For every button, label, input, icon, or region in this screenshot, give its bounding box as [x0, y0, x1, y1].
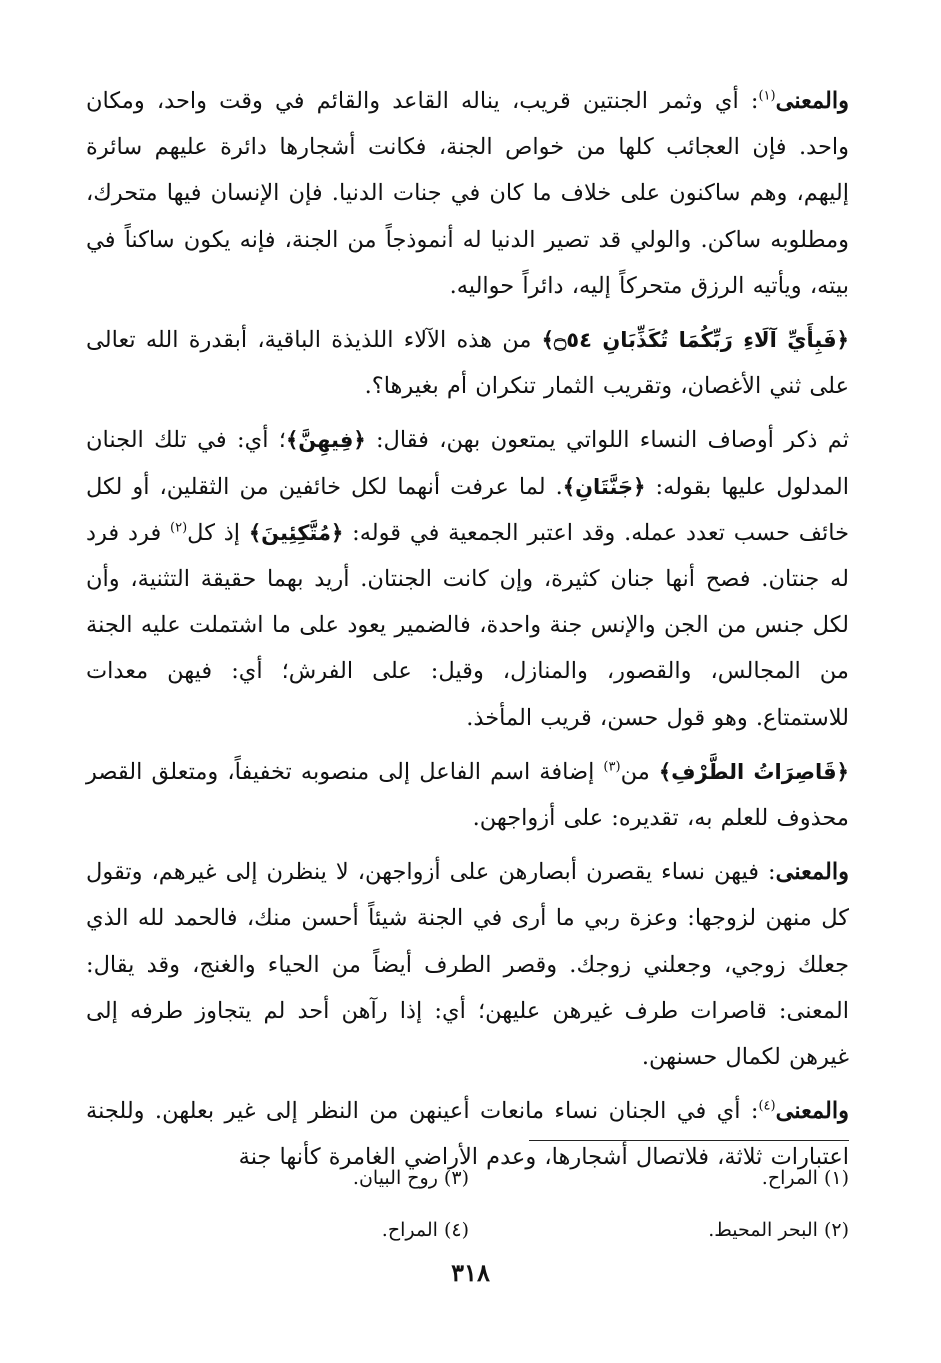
footnote-ref-3[interactable]: (٣): [603, 759, 621, 775]
footnote-3: (٣) روح البيان.: [352, 1167, 469, 1189]
paragraph-text: : أي في الجنان نساء مانعات أعينهن من النظر إلى غير بعلهن. وللجنة اعتبارات ثلاثة، فلاتصال أشجارها، وعدم الأراضي الغامرة كأنها جنة: [86, 1098, 849, 1171]
paragraph-text: : أي وثمر الجنتين قريب، يناله القاعد والقائم في وقت واحد، ومكان واحد. فإن العجائب كلها من خواص الجنة، فكانت أشجارها دائرة عليهم سائرة إليهم، وهم ساكنون على خلاف ما كان في جنات الدنيا. فإن الإنسان فيها متحرك، ومطلوبه ساكن. والولي قد تصير الدنيا له أنموذجاً من الجنة، فإنه يكون ساكناً في بيته، ويأتيه الرزق متحركاً إليه، دائراً حواليه.: [86, 88, 849, 299]
quran-quote: ﴿جَنَّتَانِ﴾: [562, 474, 646, 499]
paragraph-text: . لما عرفت أنهما لكل خائفين من الثقلين، أو لكل خائف حسب تعدد عمله. وقد اعتبر الجمعية في قوله:: [86, 473, 850, 546]
footnote-row: [86, 1204, 849, 1256]
paragraph-text: ثم ذكر أوصاف النساء اللواتي يمتعون بهن، فقال:: [365, 427, 849, 454]
quran-quote: ﴿قَاصِرَاتُ الطَّرْفِ﴾: [658, 759, 849, 784]
footnote-2: (٢) البحر المحيط.: [708, 1219, 849, 1241]
paragraph-text: فرد فرد له جنتان. فصح أنها جنان كثيرة، وإن كانت الجنتان. أريد بهما حقيقة التثنية، وأن لكل جنس من الجن والإنس جنة واحدة، فالضمير يعود على ما اشتملت عليه الجنة من المجالس، والقصور، والمنازل، وقيل: على الفرش؛ أي: فيهن معدات للاستمتاع. وهو قول حسن، قريب المأخذ.: [86, 519, 849, 731]
quran-quote: ﴿مُتَّكِئِينَ﴾: [248, 520, 344, 545]
paragraph-text: ؛ أي: في تلك الجنان المدلول عليها بقوله:: [86, 427, 849, 500]
quran-quote: ﴿فِيهِنَّ﴾: [285, 428, 366, 453]
page-number: ٣١٨: [451, 1258, 490, 1287]
footnote-row: [86, 1152, 849, 1204]
footnote-4: (٤) المراح.: [381, 1219, 469, 1241]
footnote-1: (١) المراح.: [761, 1167, 849, 1189]
paragraph-5: [86, 849, 849, 1080]
paragraph-4: [86, 749, 849, 841]
paragraph-3: [86, 417, 849, 740]
footnote-ref-2[interactable]: (٢): [170, 520, 188, 536]
footnote-ref-4[interactable]: (٤): [758, 1098, 776, 1114]
paragraph-text: إضافة اسم الفاعل إلى منصوبه تخفيفاً، ومتعلق القصر محذوف للعلم به، تقديره: على أزواجهن.: [86, 758, 849, 832]
paragraph-lead: والمعنى: [775, 859, 849, 886]
paragraph-1: [86, 78, 849, 309]
footnote-divider: [529, 1140, 849, 1141]
paragraph-text: إذ كل: [187, 519, 249, 546]
paragraph-text: : فيهن نساء يقصرن أبصارهن على أزواجهن، لا ينظرن إلى غيرهم، وتقول كل منهن لزوجها: وعزة ربي ما أرى في الجنة شيئاً أحسن منك، فالحمد لله الذي جعلك زوجي، وجعلني زوجك. وقصر الطرف أيضاً من الحياء والغنج، وقد يقال: المعنى: قاصرات طرف غيرهن عليهن؛ أي: إذا رآهن أحد لم يتجاوز طرفه إلى غيرهن لكمال حسنهن.: [86, 859, 849, 1071]
paragraph-lead: والمعنى: [775, 88, 849, 114]
paragraph-lead: والمعنى: [775, 1098, 849, 1125]
footnotes: [86, 1152, 849, 1256]
paragraph-2: [86, 317, 849, 409]
footnote-ref-1[interactable]: (١): [758, 88, 776, 104]
page-body: [86, 78, 849, 1189]
paragraph-text: من: [620, 758, 659, 785]
paragraph-text: من هذه الآلاء اللذيذة الباقية، أبقدرة الله تعالى على ثني الأغصان، وتقريب الثمار تنكران أم بغيرها؟.: [86, 327, 849, 400]
quran-quote: ﴿فَبِأَيِّ آلَاءِ رَبِّكُمَا تُكَذِّبَانِ ۝٥٤﴾: [541, 328, 849, 353]
